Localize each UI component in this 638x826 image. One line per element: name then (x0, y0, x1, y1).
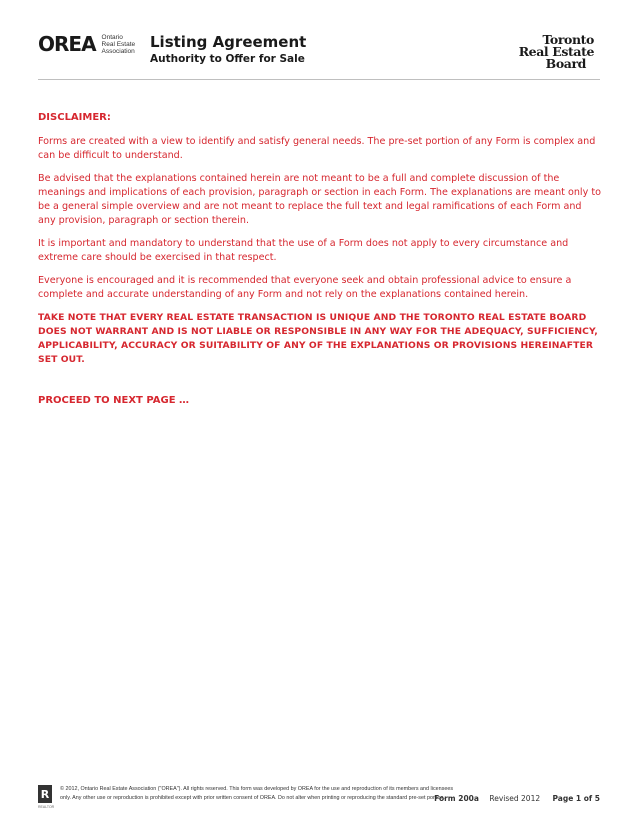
form-subtitle: Authority to Offer for Sale (150, 53, 305, 65)
copyright-line: © 2012, Ontario Real Estate Association ("OREA"). All rights reserved. This form was developed by OREA for the use and reproduction of its members and licensees (60, 786, 454, 792)
realtor-icon: R (38, 785, 52, 803)
page-header (0, 0, 638, 80)
orea-sub-line: Real Estate (101, 40, 136, 48)
header-divider (38, 79, 600, 80)
trb-logo (519, 34, 594, 70)
orea-logo-mark: OREA (38, 32, 96, 56)
disclaimer-paragraph: Forms are created with a view to identify and satisfy general needs. The pre-set portion of any Form is complex and can be difficult to understand. (38, 136, 596, 161)
trb-logo-line: Real Estate (518, 44, 594, 59)
copyright-notice (60, 785, 480, 803)
disclaimer-paragraph: Everyone is encouraged and it is recommended that everyone seek and obtain professional advice to ensure a complete and accurate understanding of any Form and not rely on the explanations contained herein. (38, 275, 572, 300)
page-footer (38, 783, 600, 813)
copyright-line: only. Any other use or reproduction is prohibited except with prior written consent of OREA. Do not alter when printing or reproducing the standard pre-set portion. (60, 795, 445, 801)
orea-logo (38, 32, 135, 56)
form-title: Listing Agreement (150, 33, 307, 51)
form-meta (434, 794, 600, 803)
disclaimer-paragraph: Be advised that the explanations contained herein are not meant to be a full and complete discussion of the meanings and implications of each provision, paragraph or section in each Form. The explanations are meant only to be a general simple overview and are not meant to replace the full text and legal ramifications of each Form and any provision, paragraph or section therein. (38, 173, 601, 226)
page-indicator: Page 1 of 5 (552, 794, 600, 803)
revision-date: Revised 2012 (489, 794, 541, 803)
form-title-block (150, 34, 306, 65)
orea-logo-subtitle (102, 34, 136, 55)
form-number: Form 200a (434, 794, 479, 803)
liability-notice: TAKE NOTE THAT EVERY REAL ESTATE TRANSACTION IS UNIQUE AND THE TORONTO REAL ESTATE BOARD DOES NOT WARRANT AND IS NOT LIABLE OR RESPONSIBLE IN ANY WAY FOR THE ADEQUACY, SUFFICIENCY, APPLICABILITY, ACCURACY OR SUITABILITY OF ANY OF THE EXPLANATIONS OR PROVISIONS HEREINAFTER SET OUT. (38, 312, 598, 365)
disclaimer-paragraph: It is important and mandatory to understand that the use of a Form does not apply to every circumstance and extreme care should be exercised in that respect. (38, 238, 569, 263)
trb-logo-line: Board (545, 56, 586, 71)
disclaimer-section (38, 112, 602, 406)
orea-sub-line: Association (101, 47, 135, 55)
disclaimer-heading: DISCLAIMER: (38, 112, 111, 123)
proceed-next-page: PROCEED TO NEXT PAGE … (38, 395, 190, 406)
realtor-mark: REALTOR (38, 805, 55, 809)
orea-sub-line: Ontario (101, 33, 123, 41)
trb-logo-line: Toronto (542, 32, 594, 47)
